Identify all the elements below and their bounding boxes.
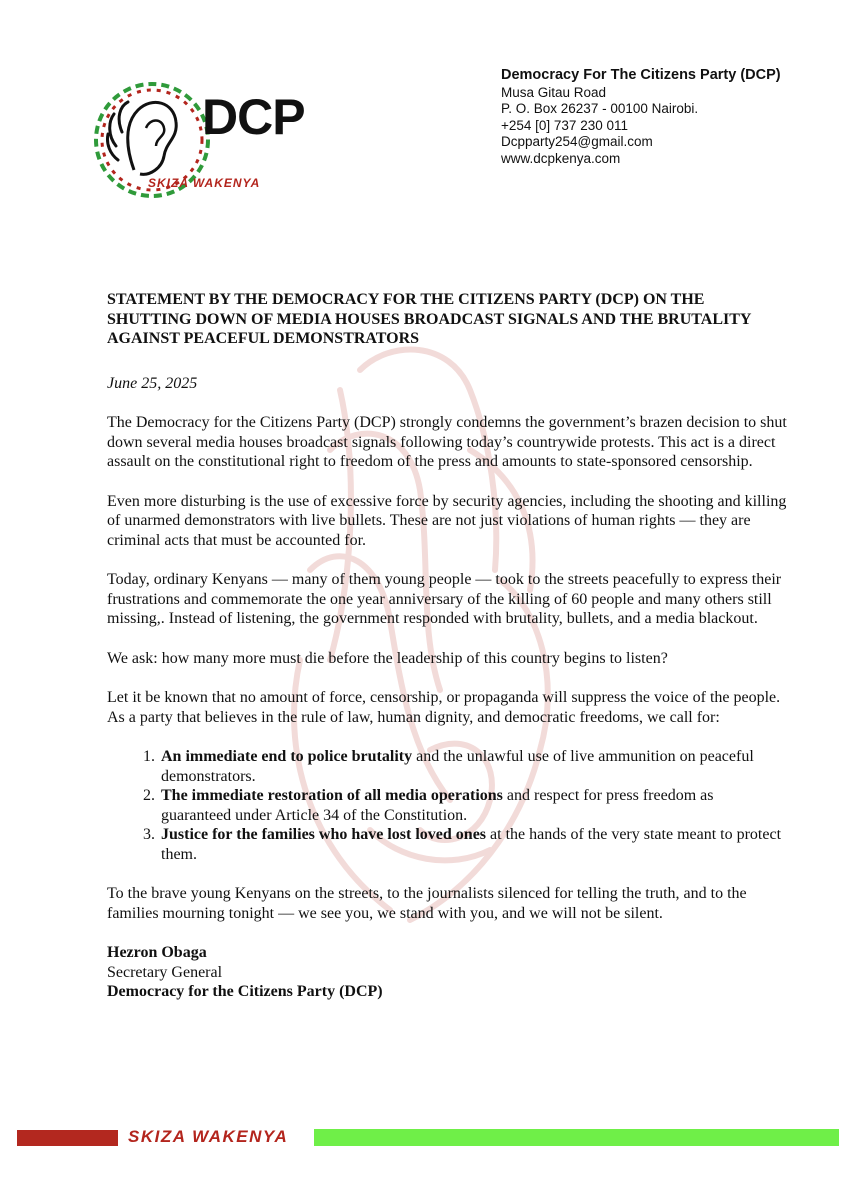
letterhead-org-name: Democracy For The Citizens Party (DCP) [501, 67, 781, 83]
closing-paragraph: To the brave young Kenyans on the streets, to the journalists silenced for telling the truth, and to the families mourning tonight — we see you, we stand with you, and we will not be silent. [107, 885, 747, 922]
footer-slogan: SKIZA WAKENYA [128, 1127, 289, 1146]
paragraph-3: Today, ordinary Kenyans — many of them young people — took to the streets peacefully to express their frustrations and commemorate the one year anniversary of the killing of 60 people and many others still missing,. Instead of listening, the government responded with brutality, bullets, and a media blackout. [107, 571, 782, 627]
statement-date: June 25, 2025 [107, 374, 198, 392]
letterhead-address-line-1: Musa Gitau Road [501, 84, 607, 100]
demand-2-text: and respect for press freedom as guaranteed under Article 34 of the Constitution. [161, 787, 714, 824]
paragraph-4: We ask: how many more must die before the leadership of this country begins to listen? [107, 649, 668, 667]
demand-item-2 [159, 786, 787, 825]
demand-1-text: and the unlawful use of live ammunition on peaceful demonstrators. [161, 748, 754, 785]
signatory-org: Democracy for the Citizens Party (DCP) [107, 983, 383, 1000]
logo-slogan: SKIZA WAKENYA [148, 176, 261, 190]
paragraph-5: Let it be known that no amount of force, censorship, or propaganda will suppress the voice of the people. As a party that believes in the rule of law, human dignity, and democratic freedoms, we call for: [107, 689, 781, 726]
demand-item-1 [159, 747, 787, 786]
letterhead-address-line-2: P. O. Box 26237 - 00100 Nairobi. [501, 101, 699, 116]
letterhead-email: Dcpparty254@gmail.com [501, 134, 653, 149]
footer-red-bar [17, 1130, 118, 1146]
party-logo [84, 70, 304, 200]
signatory-role: Secretary General [107, 963, 223, 981]
paragraph-2: Even more disturbing is the use of excessive force by security agencies, including the shooting and killing of unarmed demonstrators with live bullets. These are not just violations of human rights — they are criminal acts that must be accounted for. [107, 492, 787, 549]
demand-1-bold: An immediate end to police brutality [161, 748, 413, 765]
statement-title: STATEMENT BY THE DEMOCRACY FOR THE CITIZENS PARTY (DCP) ON THE SHUTTING DOWN OF MEDIA HOUSES BROADCAST SIGNALS AND THE BRUTALITY AGAINST PEACEFUL DEMONSTRATORS [107, 291, 751, 347]
paragraph-1: The Democracy for the Citizens Party (DCP) strongly condemns the government’s brazen decision to shut down several media houses broadcast signals following today’s countrywide protests. This act is a direct assault on the constitutional right to freedom of the press and amounts to state-sponsored censorship. [107, 414, 787, 470]
footer-green-bar [314, 1129, 839, 1146]
signature-block [107, 943, 787, 1002]
logo-wordmark: DCP [202, 89, 305, 145]
letterhead-website: www.dcpkenya.com [501, 150, 621, 166]
demand-3-text: at the hands of the very state meant to protect them. [161, 826, 782, 863]
demand-item-3 [159, 825, 787, 864]
demands-list [107, 747, 787, 864]
statement-body [107, 290, 787, 1002]
signatory-name: Hezron Obaga [107, 944, 207, 961]
demand-3-bold: Justice for the families who have lost loved ones [161, 826, 487, 843]
letterhead-phone: +254 [0] 737 230 011 [501, 117, 628, 133]
letterhead-address [501, 67, 781, 167]
demand-2-bold: The immediate restoration of all media operations [161, 787, 503, 804]
